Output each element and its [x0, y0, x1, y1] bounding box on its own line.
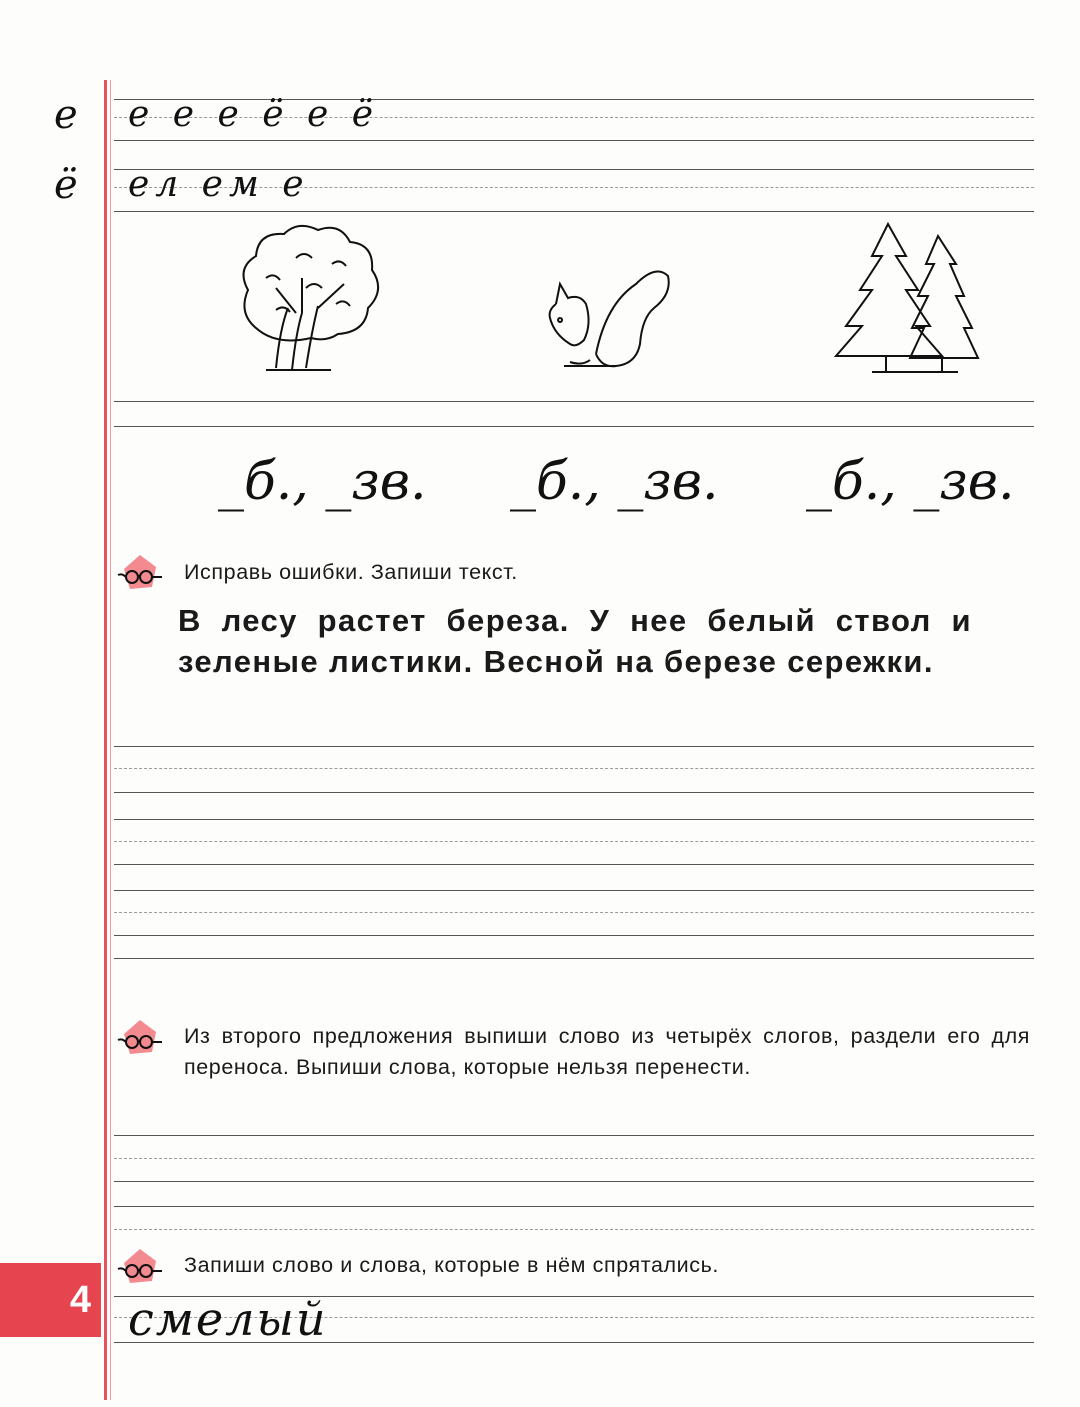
writing-rule	[114, 1181, 1034, 1182]
page-number: 4	[0, 1263, 101, 1337]
writing-rule	[114, 1206, 1034, 1207]
glasses-icon	[116, 1018, 166, 1058]
writing-rule	[114, 401, 1034, 402]
writing-rule	[114, 958, 1034, 959]
writing-rule	[114, 211, 1034, 212]
writing-rule	[114, 746, 1034, 747]
writing-rule	[114, 140, 1034, 141]
writing-rule	[114, 426, 1034, 427]
writing-rule	[114, 935, 1034, 936]
writing-rule	[114, 819, 1034, 820]
tree-illustration	[236, 218, 386, 376]
task2-instruction: Из второго предложения выпиши слово из четырёх слогов, раздели его для переноса. Выпиши слова, которые нельзя перенести.	[184, 1024, 1030, 1079]
writing-rule	[114, 890, 1034, 891]
writing-rule-dashed	[114, 768, 1034, 769]
glasses-icon	[116, 1247, 166, 1287]
writing-rule-dashed	[114, 841, 1034, 842]
margin-line	[104, 80, 107, 1400]
gap-word-1: _б., _зв.	[218, 452, 427, 512]
task3-instruction: Запиши слово и слова, которые в нём спрятались.	[184, 1253, 720, 1277]
squirrel-illustration	[536, 244, 676, 374]
task3-word: смелый	[128, 1292, 328, 1346]
writing-rule	[114, 1135, 1034, 1136]
task1-instruction: Исправь ошибки. Запиши текст.	[184, 560, 518, 584]
glasses-icon	[116, 553, 166, 593]
task1-text: В лесу растет береза. У нее белый ствол и зеленые листики. Весной на березе сережки.	[178, 603, 972, 679]
writing-rule-dashed	[114, 1229, 1034, 1230]
letter-yo: ё	[54, 162, 78, 208]
margin-line-inner	[110, 80, 111, 1400]
writing-rule-dashed	[114, 1158, 1034, 1159]
writing-rule-dashed	[114, 912, 1034, 913]
practice-row-letters: е е е ё е ё	[128, 94, 380, 135]
fir-tree-illustration	[832, 216, 982, 376]
letter-e: е	[54, 92, 78, 138]
writing-rule	[114, 864, 1034, 865]
gap-word-3: _б., _зв.	[806, 452, 1015, 512]
gap-word-2: _б., _зв.	[510, 452, 719, 512]
writing-rule	[114, 792, 1034, 793]
practice-row-syllables: ел ем е	[128, 164, 310, 205]
